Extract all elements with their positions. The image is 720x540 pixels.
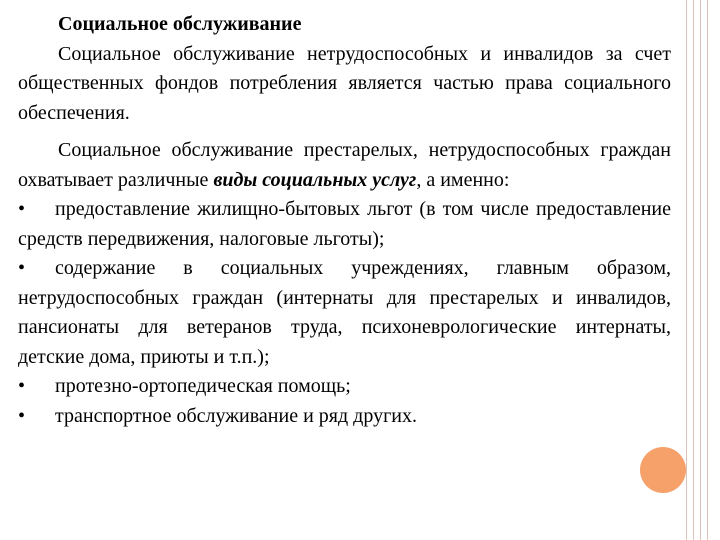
bullet-marker: • [18,198,26,220]
bullet-marker: • [18,404,26,427]
bullet-text: протезно-ортопедическая помощь; [55,375,351,397]
services-emphasis: виды социальных услуг [213,168,417,191]
bullet-item-prosthetics [18,372,671,402]
slide-title: Социальное обслуживание [58,13,302,35]
bullet-marker: • [18,257,26,279]
services-text-after: , а именно: [416,168,510,191]
bullet-item-housing [18,195,671,254]
bullet-text: транспортное обслуживание и ряд других. [55,404,417,427]
decorative-frame-line [707,0,708,540]
bullet-marker: • [18,375,26,397]
decorative-frame-line [693,0,694,540]
bullet-item-transport [18,402,671,432]
services-paragraph [18,136,671,195]
decorative-frame-line [700,0,701,540]
intro-paragraph: Социальное обслуживание нетрудоспособных и инвалидов за счет общественных фондов потребления является частью права социального обеспечения. [18,42,671,124]
decorative-frame-line [686,0,687,540]
paragraph-gap [18,128,671,136]
bullet-item-institutions [18,254,671,372]
bullet-text: содержание в социальных учреждениях, главным образом, нетрудоспособных граждан (интернаты для престарелых и инвалидов, пансионаты для ветеранов труда, психоневрологические интернаты, детские дома, приюты и т.п.); [18,257,671,368]
slide-content [18,10,671,431]
decorative-circle [640,447,686,493]
services-text-before: Социальное обслуживание престарелых, нетрудоспособных граждан охватывает различные [18,139,671,191]
bullet-text: предоставление жилищно-бытовых льгот (в том числе предоставление средств передвижения, налоговые льготы); [18,198,671,250]
